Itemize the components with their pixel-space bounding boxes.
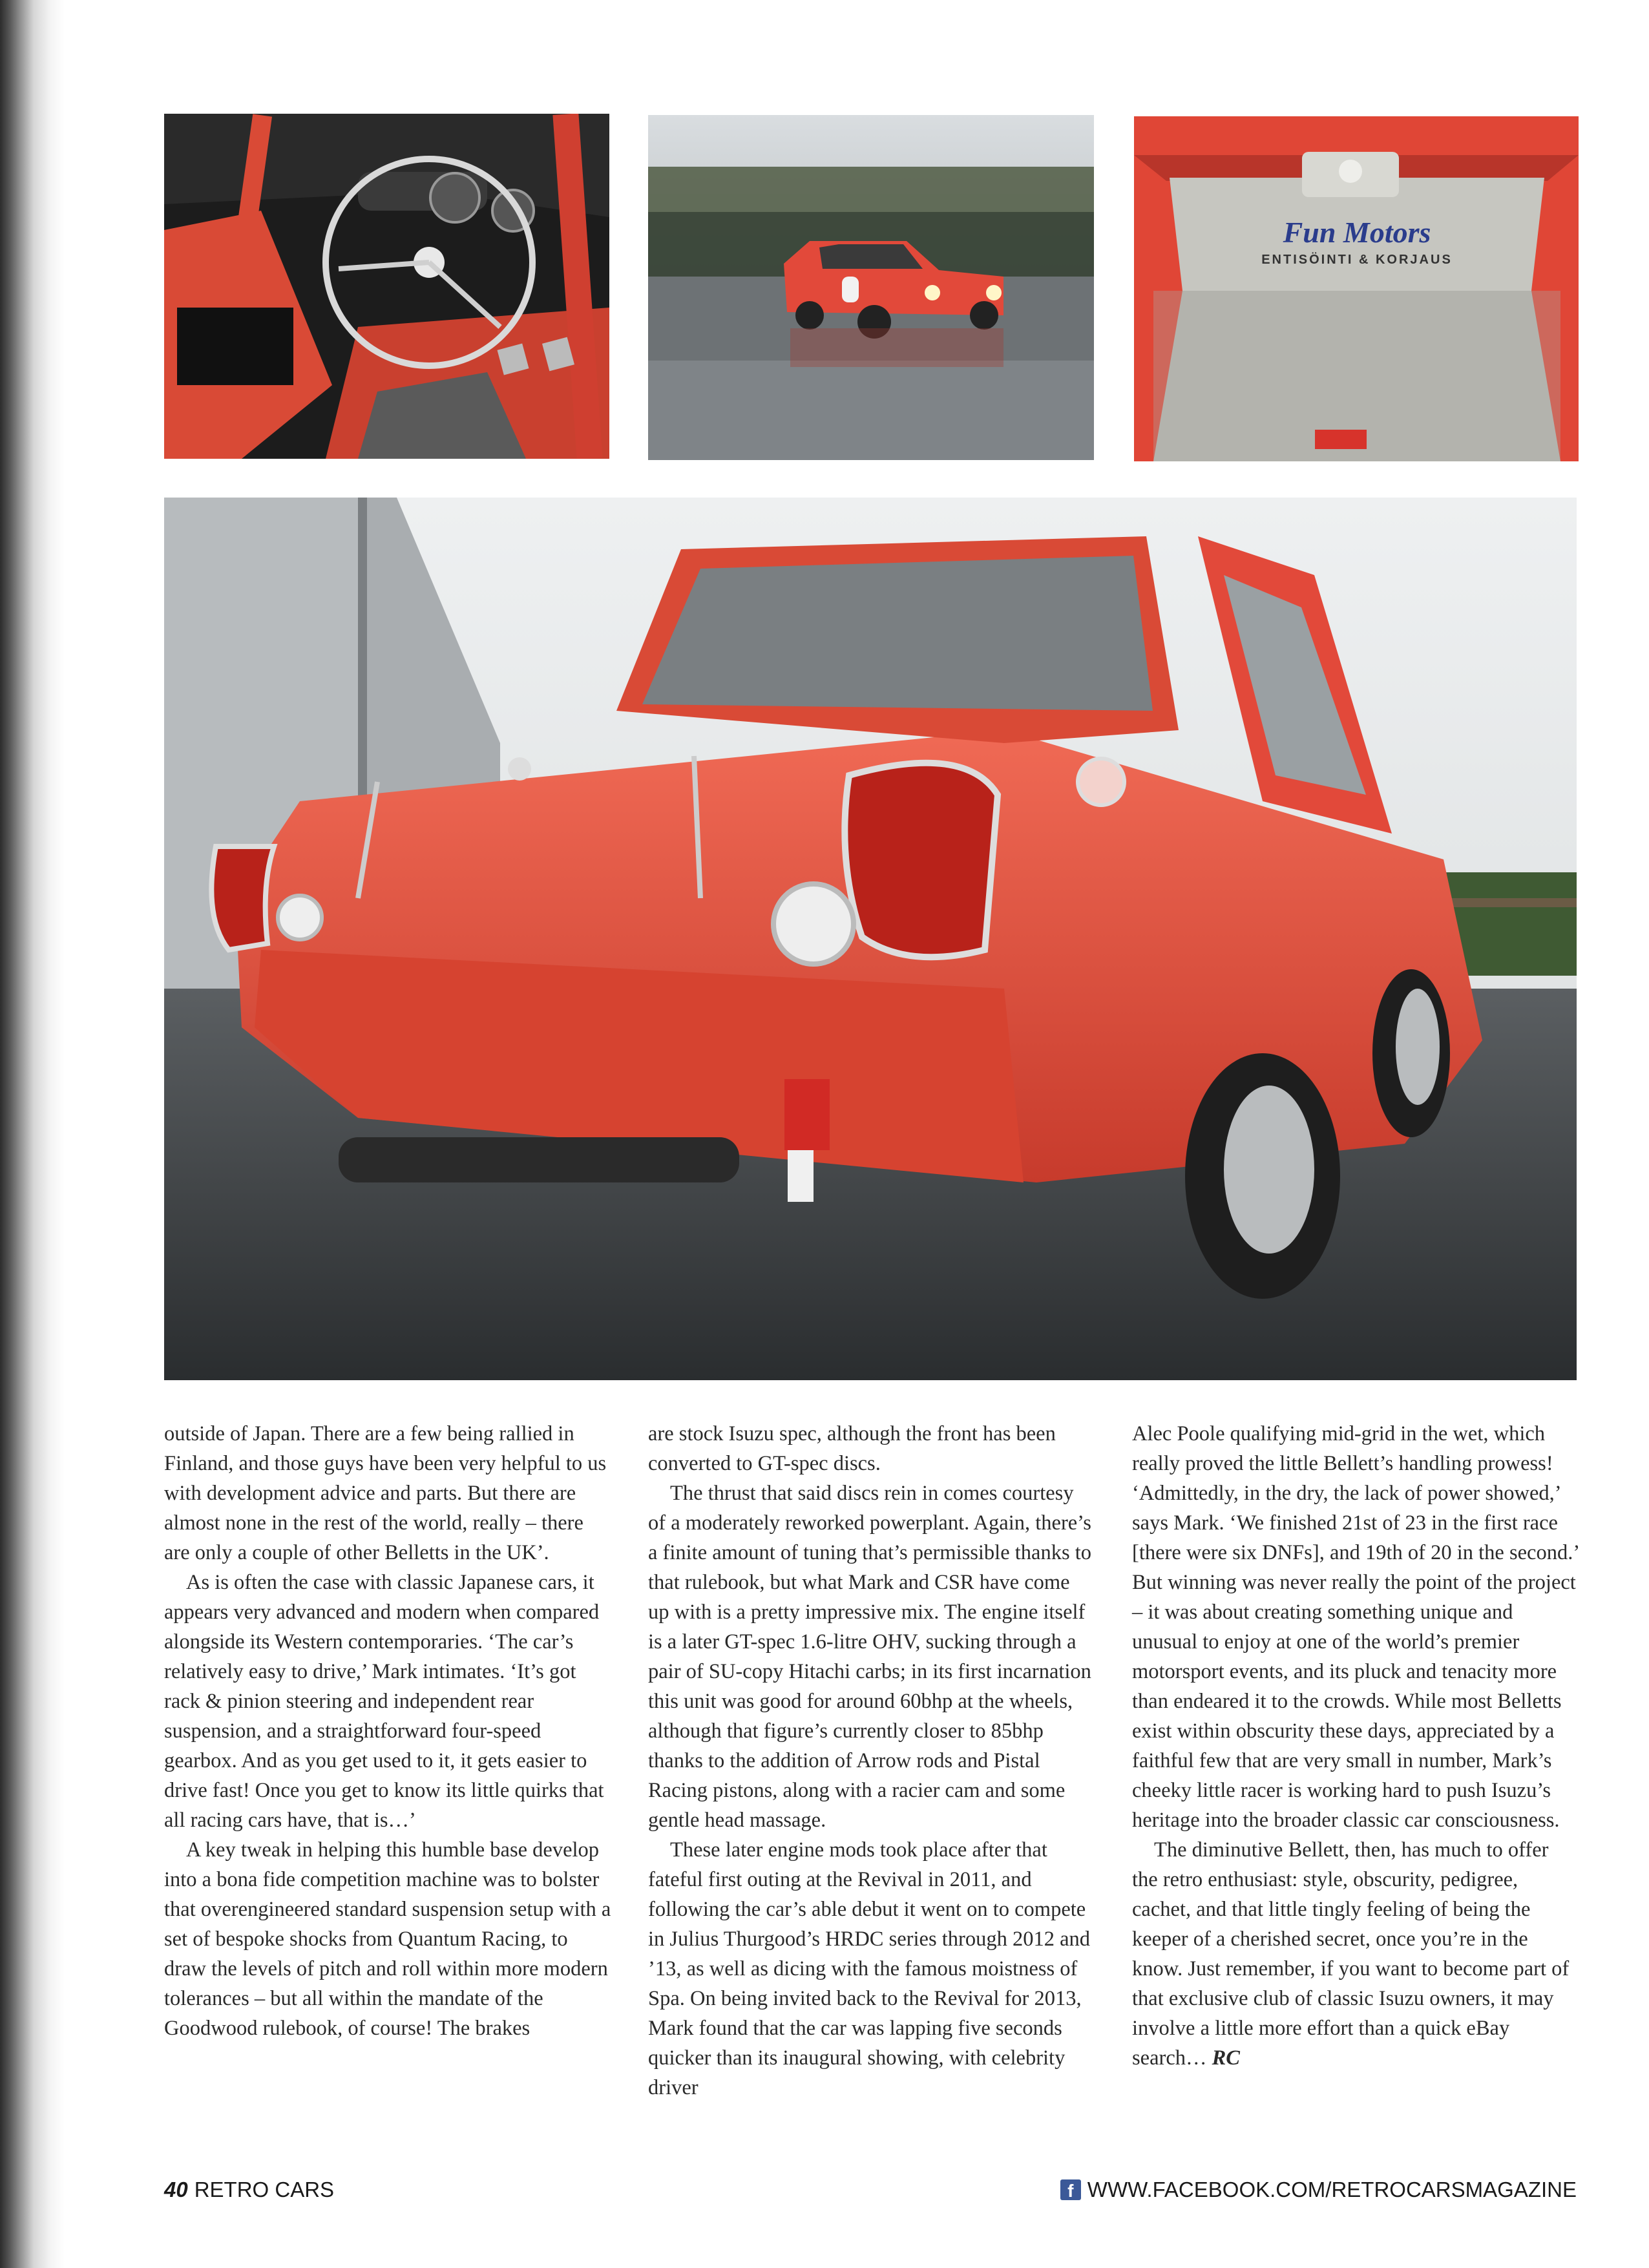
page-spine-shadow — [0, 0, 65, 2268]
article-closing-text: The diminutive Bellett, then, has much to offer the retro enthusiast: style, obscurity, pedigree, cachet, and that little tingly feeling of being the keeper of a cherished secret, once you’re in the know. Just remember, if you want to become part of that exclusive club of classic Isuzu owners, it may involve a little more effort than a quick eBay search… — [1132, 1838, 1570, 2070]
article-paragraph: As is often the case with classic Japanese cars, it appears very advanced and modern when compared alongside its Western contemporaries. ‘The car’s relatively easy to drive,’ Mark intimates. ‘It’s got rack & pinion steering and independent rear suspension, and a straightforward four-speed gearbox. And as you get used to it, it gets easier to drive fast! Once you get to know its little quirks that all racing cars have, that is…’ — [164, 1571, 604, 1832]
boot-fuel-tank-photo — [1134, 116, 1579, 461]
magazine-name: RETRO CARS — [194, 2178, 335, 2201]
footer-left — [164, 2178, 334, 2202]
page-number: 40 — [164, 2178, 188, 2201]
article-column-3 — [1132, 1419, 1579, 2073]
footer-right — [1060, 2178, 1577, 2202]
boot-plate-title: Fun Motors — [1283, 216, 1431, 249]
article-column-2 — [648, 1419, 1095, 2103]
author-signoff: RC — [1212, 2046, 1240, 2070]
track-action-photo — [648, 115, 1094, 460]
article-paragraph: are stock Isuzu spec, although the front has been converted to GT-spec discs. — [648, 1422, 1056, 1475]
article-paragraph — [1132, 1835, 1579, 2073]
facebook-icon: f — [1060, 2179, 1081, 2200]
facebook-link[interactable]: WWW.FACEBOOK.COM/RETROCARSMAGAZINE — [1087, 2178, 1577, 2201]
article-paragraph: Alec Poole qualifying mid-grid in the wet, which really proved the little Bellett’s handling prowess! ‘Admittedly, in the dry, the lack of power showed,’ says Mark. ‘We finished 21st of 23 in the first race [there were six DNFs], and 19th of 20 in the second.’ But winning was never really the point of the project – it was about creating something unique and unusual to enjoy at one of the world’s premier motorsport events, and its pluck and tenacity more than endeared it to the crowds. While most Belletts exist within obscurity these days, appreciated by a faithful few that are very small in number, Mark’s cheeky little racer is working hard to push Isuzu’s heritage into the broader classic car consciousness. — [1132, 1422, 1579, 1832]
interior-dashboard-photo — [164, 114, 609, 459]
article-paragraph: The thrust that said discs rein in comes courtesy of a moderately reworked powerplant. Again, there’s a finite amount of tuning that’s permissible thanks to that rulebook, but what Mark and CSR have come up with is a pretty impressive mix. The engine itself is a later GT-spec 1.6-litre OHV, sucking through a pair of SU-copy Hitachi carbs; in its first incarnation this unit was good for around 60bhp at the wheels, although that figure’s currently closer to 85bhp thanks to the addition of Arrow rods and Pistal Racing pistons, along with a racier cam and some gentle head massage. — [648, 1482, 1092, 1832]
boot-plate-subtitle: ENTISÖINTI & KORJAUS — [1261, 253, 1453, 267]
car-rear-main-photo — [164, 498, 1577, 1380]
article-paragraph: A key tweak in helping this humble base develop into a bona fide competition machine was to bolster that overengineered standard suspension setup with a set of bespoke shocks from Quantum Racing, to draw the levels of pitch and roll within more modern tolerances – but all within the mandate of the Goodwood rulebook, of course! The brakes — [164, 1838, 611, 2040]
article-paragraph: outside of Japan. There are a few being rallied in Finland, and those guys have been very helpful to us with development advice and parts. But there are almost none in the rest of the world, really – there are only a couple of other Belletts in the UK’. — [164, 1422, 607, 1564]
article-paragraph: These later engine mods took place after that fateful first outing at the Revival in 2011, and following the car’s able debut it went on to compete in Julius Thurgood’s HRDC series through 2012 and ’13, as well as dicing with the famous moistness of Spa. On being invited back to the Revival for 2013, Mark found that the car was lapping five seconds quicker than its inaugural showing, with celebrity driver — [648, 1838, 1091, 2099]
article-column-1 — [164, 1419, 611, 2043]
